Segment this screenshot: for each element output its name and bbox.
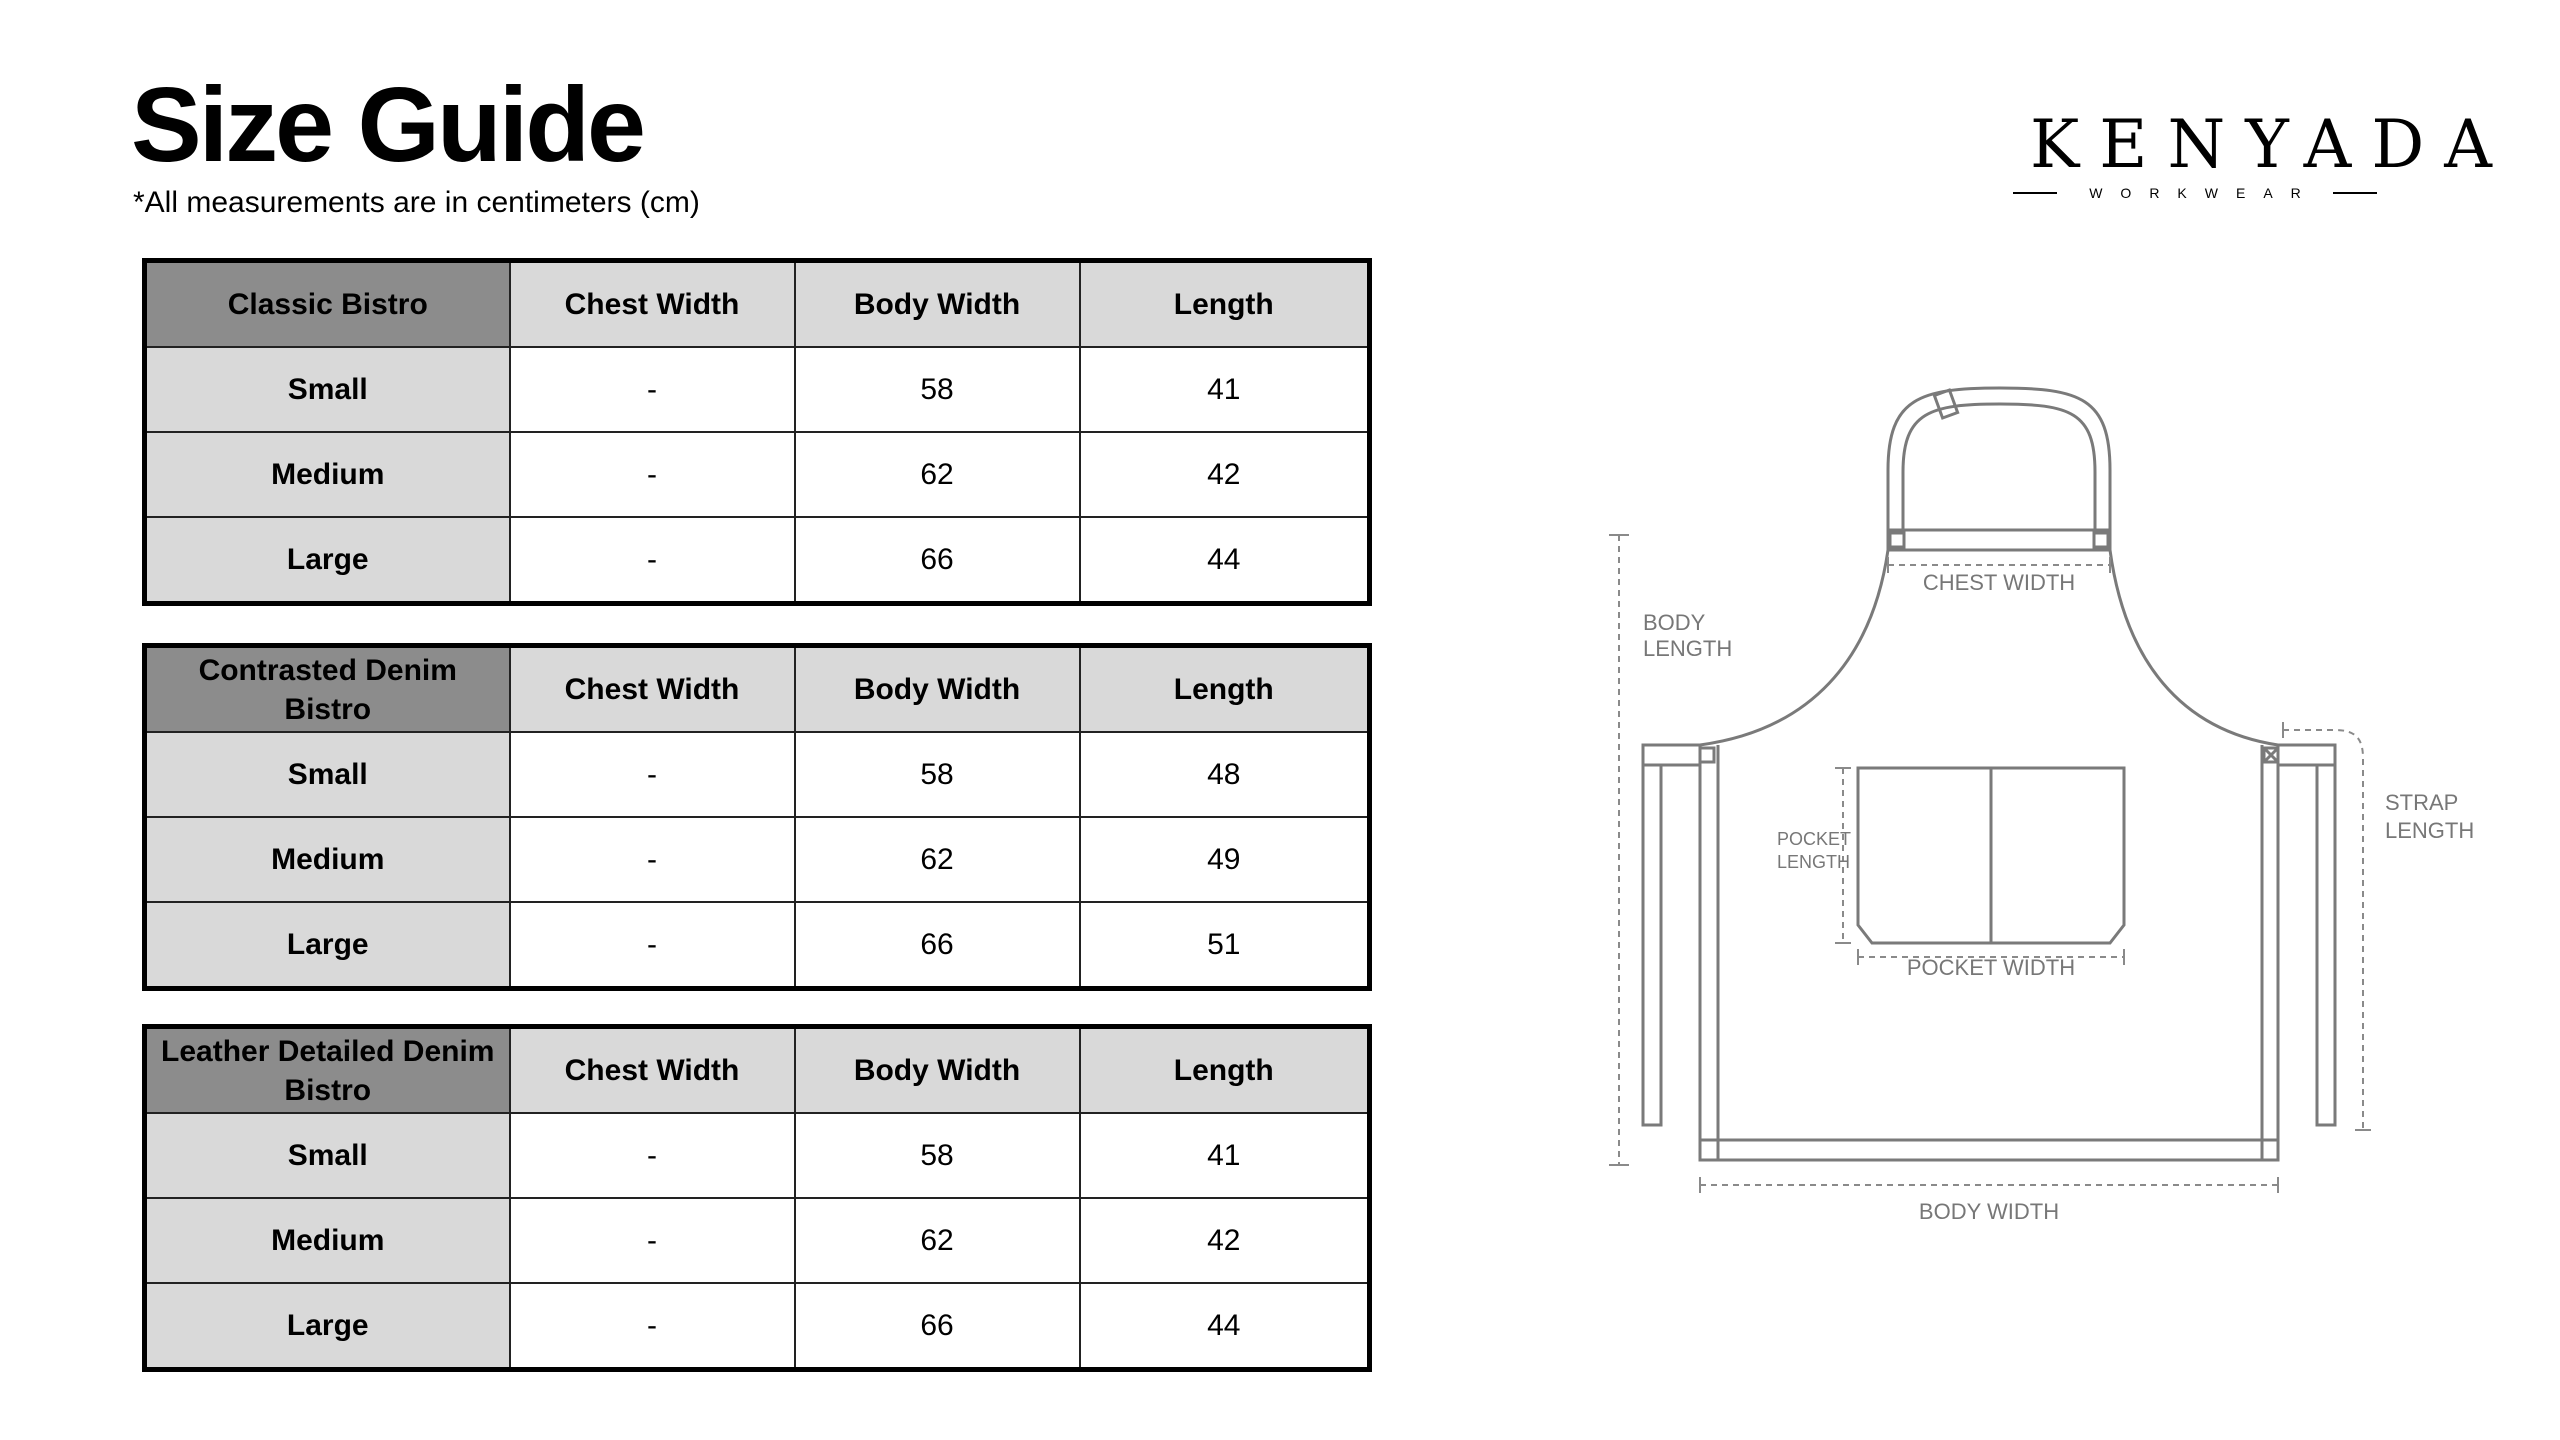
table-row bbox=[145, 347, 1370, 432]
bib-rivet-left bbox=[1890, 533, 1904, 547]
measurement-note: *All measurements are in centimeters (cm) bbox=[133, 186, 700, 219]
body-width-value: 62 bbox=[795, 817, 1080, 902]
brand-rule-left bbox=[2013, 192, 2057, 194]
table-row bbox=[145, 732, 1370, 817]
apron-measurement-diagram bbox=[1580, 360, 2500, 1240]
chest-width-value: - bbox=[510, 517, 795, 604]
body-width-value: 66 bbox=[795, 1283, 1080, 1370]
size-label: Medium bbox=[145, 817, 510, 902]
right-side-strap bbox=[2278, 745, 2335, 765]
length-value: 48 bbox=[1080, 732, 1370, 817]
strap-length-label-line1: STRAP bbox=[2385, 790, 2459, 815]
body-width-value: 58 bbox=[795, 347, 1080, 432]
pocket-length-label-line1: POCKET bbox=[1777, 829, 1852, 849]
body-length-label-line2: LENGTH bbox=[1643, 636, 1733, 661]
column-header-body-width: Body Width bbox=[795, 646, 1080, 733]
column-header-length: Length bbox=[1080, 1027, 1370, 1114]
body-width-value: 66 bbox=[795, 902, 1080, 989]
size-table-contrasted-denim-bistro bbox=[142, 643, 1372, 991]
body-width-value: 66 bbox=[795, 517, 1080, 604]
chest-width-value: - bbox=[510, 817, 795, 902]
neck-strap-inner bbox=[1903, 404, 2095, 530]
page-title: Size Guide bbox=[131, 66, 643, 184]
column-header-length: Length bbox=[1080, 261, 1370, 348]
chest-width-value: - bbox=[510, 432, 795, 517]
bottom-hem bbox=[1700, 1140, 2278, 1160]
body-width-label: BODY WIDTH bbox=[1918, 1199, 2060, 1224]
size-label: Small bbox=[145, 732, 510, 817]
size-label: Large bbox=[145, 517, 510, 604]
brand-tagline: WORKWEAR bbox=[2089, 185, 2319, 201]
bib-rivet-right bbox=[2094, 533, 2108, 547]
length-value: 42 bbox=[1080, 432, 1370, 517]
right-strap-tail bbox=[2317, 765, 2335, 1125]
chest-width-value: - bbox=[510, 347, 795, 432]
left-side-strap bbox=[1643, 745, 1700, 765]
length-value: 51 bbox=[1080, 902, 1370, 989]
body-width-value: 62 bbox=[795, 1198, 1080, 1283]
brand-rule-right bbox=[2333, 192, 2377, 194]
pocket-length-label-line2: LENGTH bbox=[1777, 852, 1851, 872]
strap-length-dimension bbox=[2283, 730, 2363, 1130]
size-label: Large bbox=[145, 1283, 510, 1370]
size-label: Large bbox=[145, 902, 510, 989]
size-label: Medium bbox=[145, 1198, 510, 1283]
table-row bbox=[145, 902, 1370, 989]
body-width-value: 58 bbox=[795, 732, 1080, 817]
pocket-width-label: POCKET WIDTH bbox=[1906, 955, 2076, 980]
left-strap-tail bbox=[1643, 765, 1661, 1125]
chest-width-value: - bbox=[510, 902, 795, 989]
product-name: Classic Bistro bbox=[145, 261, 510, 348]
length-value: 41 bbox=[1080, 347, 1370, 432]
column-header-length: Length bbox=[1080, 646, 1370, 733]
table-row bbox=[145, 1113, 1370, 1198]
brand-name: KENYADA bbox=[2030, 106, 2512, 183]
length-value: 49 bbox=[1080, 817, 1370, 902]
table-header-row bbox=[145, 646, 1370, 733]
size-table-leather-detailed-denim-bistro bbox=[142, 1024, 1372, 1372]
product-name: Leather Detailed Denim Bistro bbox=[145, 1027, 510, 1114]
brand-tagline-row bbox=[2010, 186, 2380, 200]
bib-top-band bbox=[1888, 530, 2110, 550]
table-row bbox=[145, 1283, 1370, 1370]
table-row bbox=[145, 1198, 1370, 1283]
table-row bbox=[145, 517, 1370, 604]
neck-strap bbox=[1888, 388, 2110, 530]
chest-width-value: - bbox=[510, 732, 795, 817]
size-label: Small bbox=[145, 347, 510, 432]
product-name: Contrasted Denim Bistro bbox=[145, 646, 510, 733]
body-width-value: 62 bbox=[795, 432, 1080, 517]
table-header-row bbox=[145, 261, 1370, 348]
table-header-row bbox=[145, 1027, 1370, 1114]
chest-width-value: - bbox=[510, 1283, 795, 1370]
length-value: 44 bbox=[1080, 1283, 1370, 1370]
size-label: Medium bbox=[145, 432, 510, 517]
body-length-label-line1: BODY bbox=[1643, 610, 1706, 635]
column-header-chest-width: Chest Width bbox=[510, 1027, 795, 1114]
body-width-value: 58 bbox=[795, 1113, 1080, 1198]
length-value: 44 bbox=[1080, 517, 1370, 604]
strap-buckle bbox=[1934, 390, 1957, 418]
length-value: 41 bbox=[1080, 1113, 1370, 1198]
column-header-chest-width: Chest Width bbox=[510, 646, 795, 733]
column-header-body-width: Body Width bbox=[795, 261, 1080, 348]
left-strap-rivet bbox=[1700, 748, 1714, 762]
chest-width-label: CHEST WIDTH bbox=[1922, 570, 2076, 595]
table-row bbox=[145, 432, 1370, 517]
length-value: 42 bbox=[1080, 1198, 1370, 1283]
column-header-chest-width: Chest Width bbox=[510, 261, 795, 348]
table-row bbox=[145, 817, 1370, 902]
chest-width-value: - bbox=[510, 1113, 795, 1198]
size-label: Small bbox=[145, 1113, 510, 1198]
size-table-classic-bistro bbox=[142, 258, 1372, 606]
chest-width-value: - bbox=[510, 1198, 795, 1283]
column-header-body-width: Body Width bbox=[795, 1027, 1080, 1114]
strap-length-label-line2: LENGTH bbox=[2385, 818, 2475, 843]
brand-logo bbox=[2010, 106, 2512, 201]
